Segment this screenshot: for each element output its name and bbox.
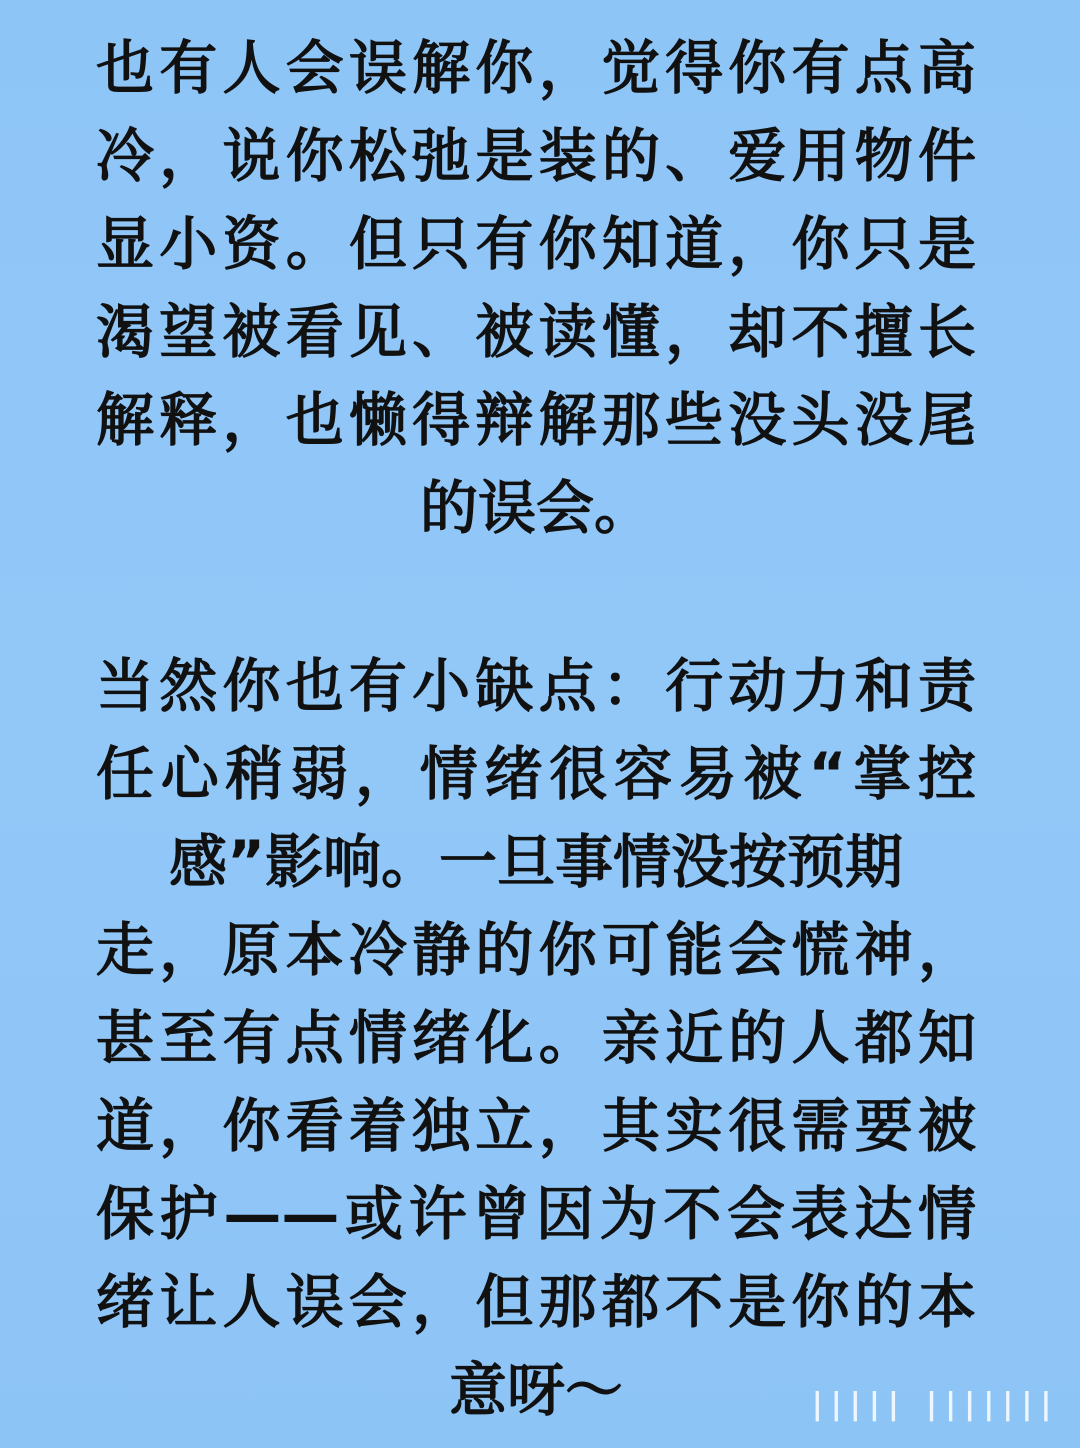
text-line: 甚至有点情绪化。亲近的人都知 [96,1004,976,1072]
text-line: 显小资。但只有你知道，你只是 [96,210,976,278]
text-line: 渴望被看见、被读懂，却不擅长 [96,298,976,366]
text-line: 解释，也懒得辩解那些没头没尾 [96,386,976,454]
text-line: 任心稍弱，情绪很容易被“掌控 [96,740,976,808]
text-line: 的误会。 [419,474,652,542]
paragraph-1 [96,24,976,552]
text-line: 意呀～ [448,1356,623,1424]
text-line: 冷，说你松弛是装的、爱用物件 [96,122,976,190]
paragraph-2 [96,642,976,1434]
text-line: 绪让人误会，但那都不是你的本 [96,1268,976,1336]
text-line: 道，你看着独立，其实很需要被 [96,1092,976,1160]
text-line: 当然你也有小缺点：行动力和责 [96,652,976,720]
watermark: ||||| ||||||| [808,1387,1056,1422]
text-line: 走，原本冷静的你可能会慌神， [96,916,976,984]
text-line: 保护——或许曾因为不会表达情 [96,1180,976,1248]
text-line: 感”影响。一旦事情没按预期 [168,828,904,896]
text-line: 也有人会误解你，觉得你有点高 [96,34,976,102]
